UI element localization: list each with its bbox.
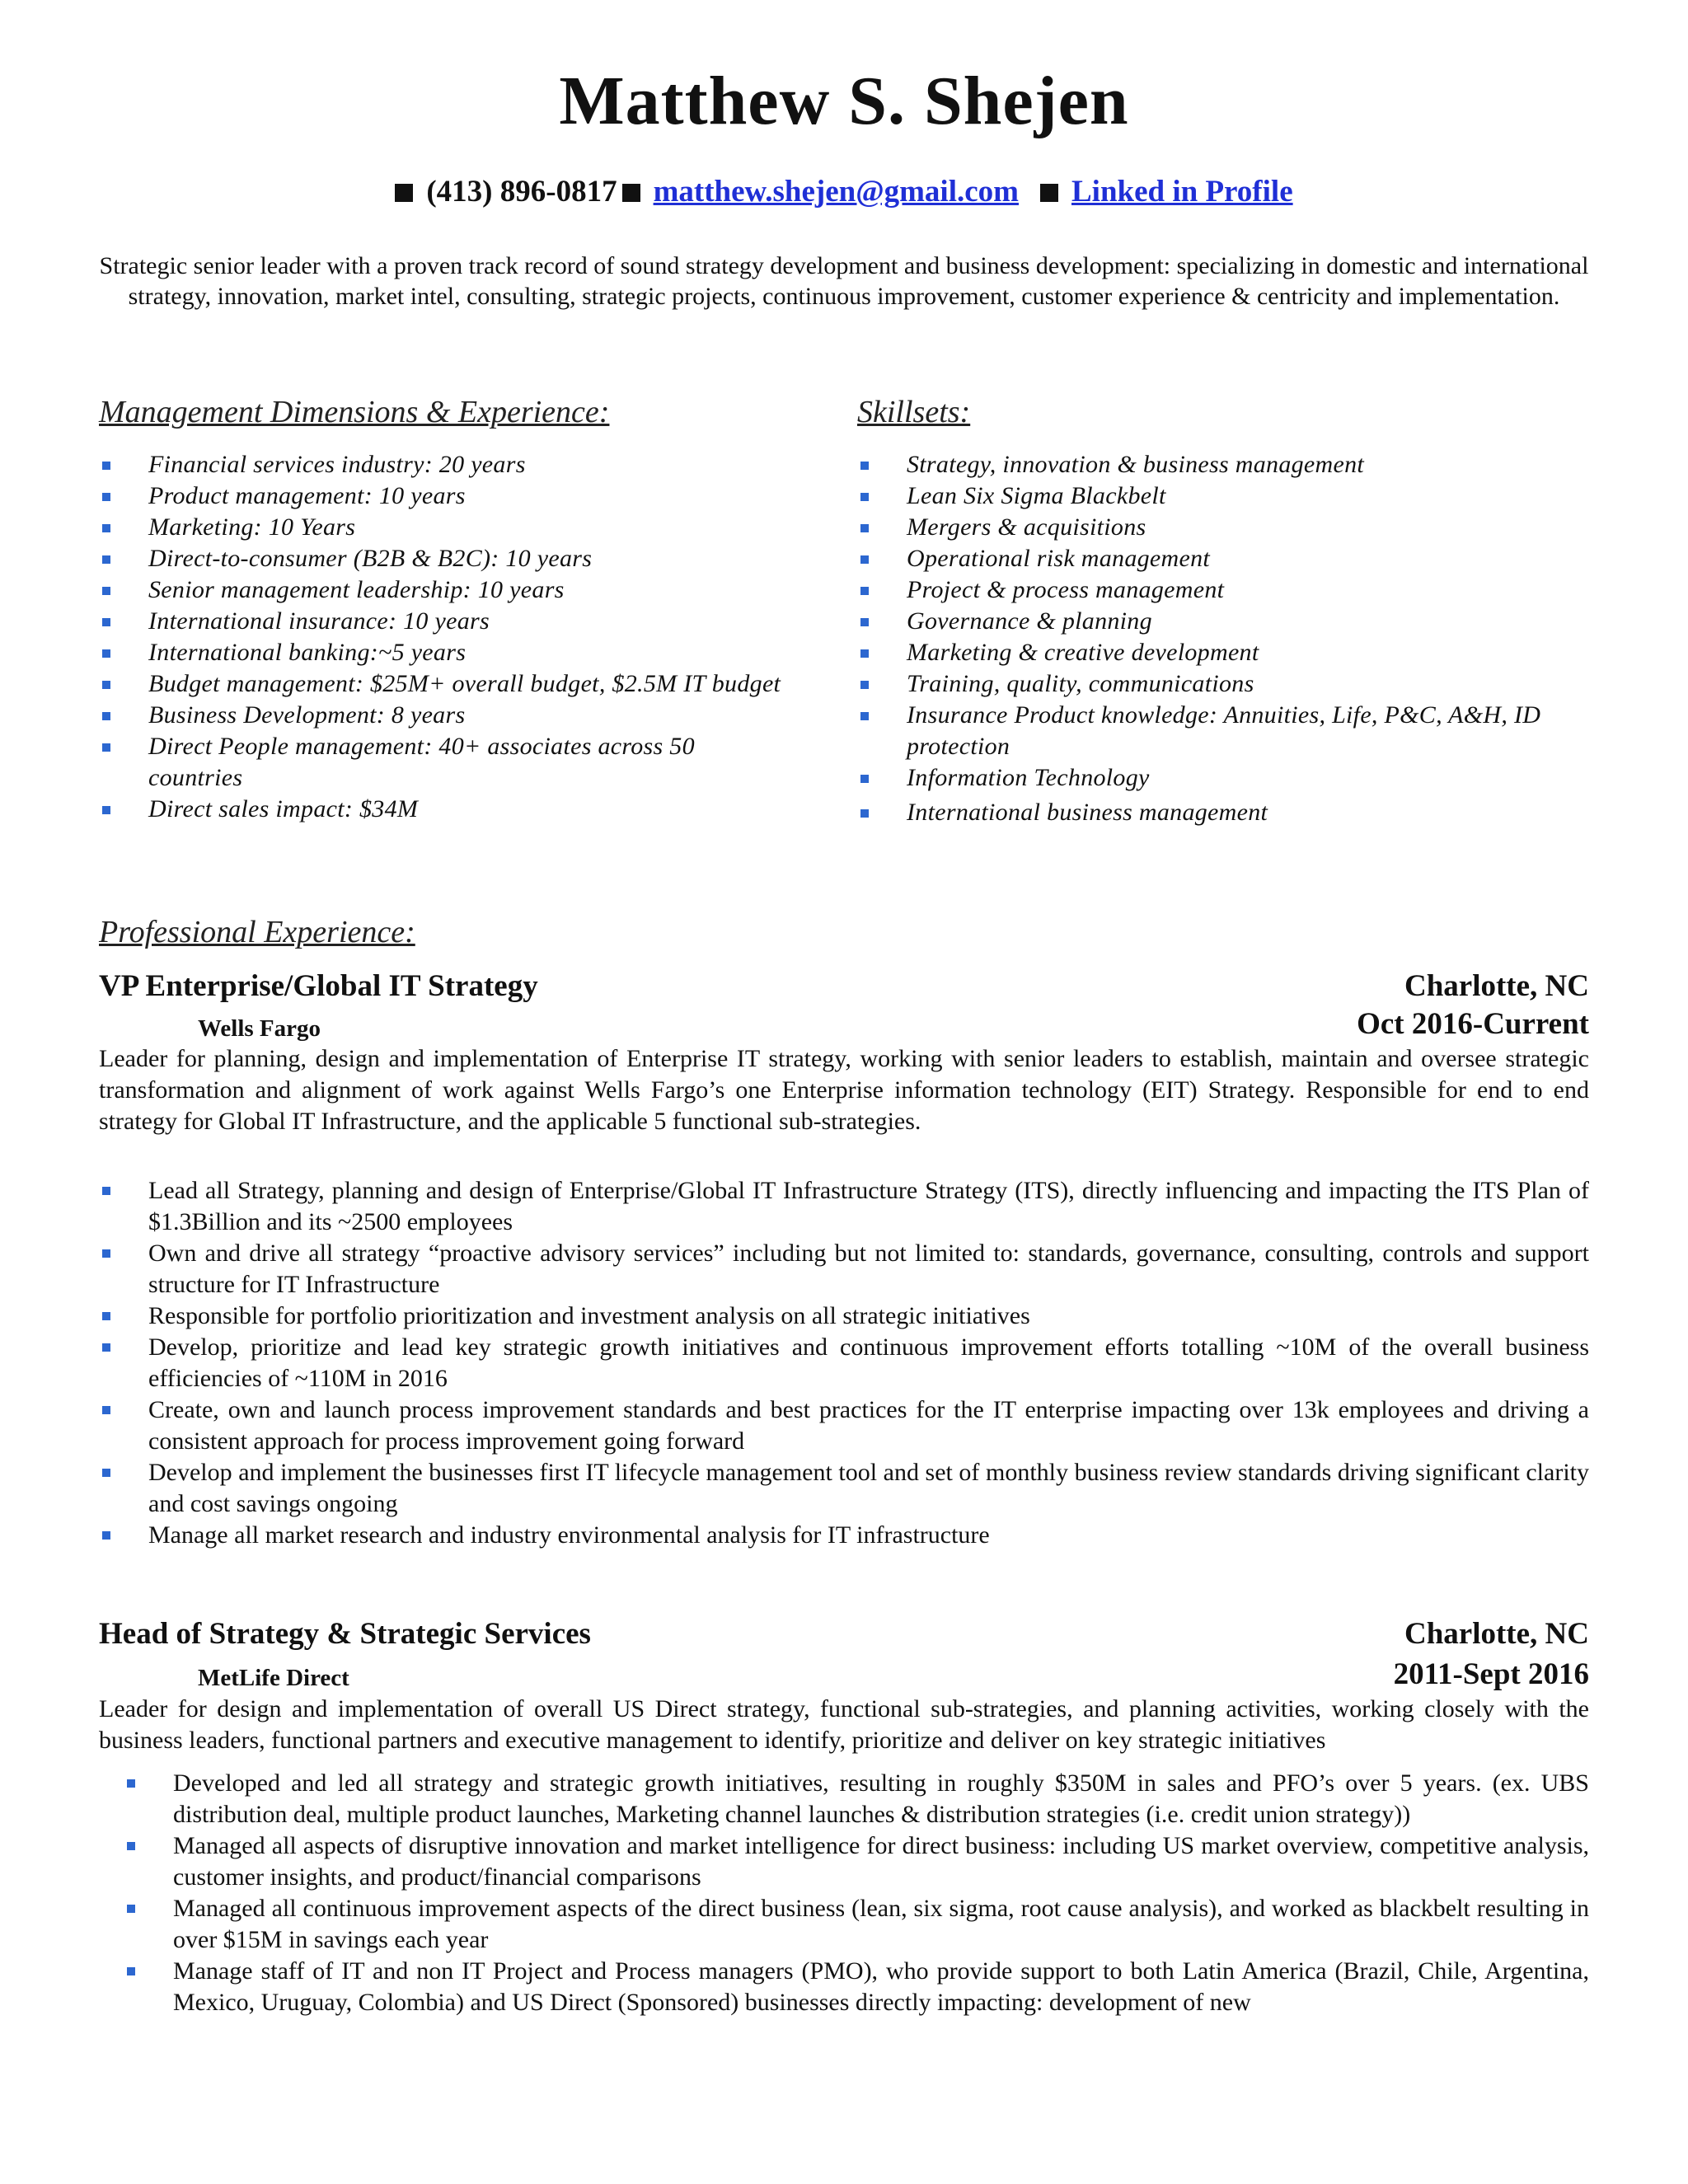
list-item: Operational risk management	[857, 543, 1599, 574]
list-item: Developed and led all strategy and strategic growth initiatives, resulting in roughly $350M in sales and PFO’s over 5 years. (ex. UBS distribution deal, multiple product launches, Marketing channel launches & distribution strategies (i.e. credit union strategy))	[124, 1768, 1589, 1830]
skills-list	[857, 449, 1599, 828]
list-item: Direct-to-consumer (B2B & B2C): 10 years	[99, 543, 783, 574]
square-bullet-icon	[102, 555, 110, 564]
job-location: Charlotte, NC	[1404, 1617, 1589, 1651]
job-title: VP Enterprise/Global IT Strategy	[99, 969, 538, 1003]
square-bullet-icon	[622, 184, 640, 202]
square-bullet-icon	[127, 1842, 135, 1850]
square-bullet-icon	[127, 1967, 135, 1975]
list-item: Lean Six Sigma Blackbelt	[857, 480, 1599, 512]
square-bullet-icon	[102, 1469, 110, 1477]
square-bullet-icon	[860, 493, 869, 501]
list-item: Managed all aspects of disruptive innovation and market intelligence for direct business: including US market overview, competitive analysis, customer insights, and product/financial comparisons	[124, 1830, 1589, 1893]
square-bullet-icon	[102, 1406, 110, 1414]
square-bullet-icon	[102, 1312, 110, 1320]
list-item: Lead all Strategy, planning and design of Enterprise/Global IT Infrastructure Strategy (ITS), directly influencing and impacting the ITS Plan of $1.3Billion and its ~2500 employees	[99, 1175, 1589, 1238]
square-bullet-icon	[102, 649, 110, 658]
list-item: International insurance: 10 years	[99, 606, 783, 637]
square-bullet-icon	[860, 618, 869, 626]
list-item: Information Technology	[857, 762, 1599, 794]
square-bullet-icon	[102, 743, 110, 752]
job-description: Leader for design and implementation of overall US Direct strategy, functional sub-strategies, and planning activities, working closely with the business leaders, functional partners and executive management to identify, prioritize and deliver on key strategic initiatives	[99, 1695, 1589, 1754]
square-bullet-icon	[860, 524, 869, 532]
job-dates: 2011-Sept 2016	[1393, 1657, 1589, 1691]
list-item: Develop and implement the businesses first IT lifecycle management tool and set of monthly business review standards driving significant clarity and cost savings ongoing	[99, 1457, 1589, 1520]
list-item: Strategy, innovation & business management	[857, 449, 1599, 480]
square-bullet-icon	[860, 712, 869, 720]
list-item: Own and drive all strategy “proactive advisory services” including but not limited to: standards, governance, consulting, controls and support structure for IT Infrastructure	[99, 1238, 1589, 1301]
square-bullet-icon	[102, 462, 110, 470]
square-bullet-icon	[860, 462, 869, 470]
square-bullet-icon	[102, 712, 110, 720]
job-bullets	[124, 1768, 1589, 2018]
list-item: Create, own and launch process improvement standards and best practices for the IT enterprise impacting over 13k employees and driving a consistent approach for process improvement going forward	[99, 1394, 1589, 1457]
square-bullet-icon	[102, 1531, 110, 1540]
job-dates: Oct 2016-Current	[1357, 1007, 1589, 1041]
email-link[interactable]: matthew.shejen@gmail.com	[653, 175, 1019, 209]
contact-line	[0, 171, 1688, 213]
square-bullet-icon	[860, 809, 869, 818]
management-section-title: Management Dimensions & Experience:	[99, 395, 610, 429]
list-item: Manage staff of IT and non IT Project and Process managers (PMO), who provide support to both Latin America (Brazil, Chile, Argentina, Mexico, Uruguay, Colombia) and US Direct (Sponsored) businesses directly impacting: development of new	[124, 1956, 1589, 2018]
company-name: Wells Fargo	[198, 1015, 321, 1042]
square-bullet-icon	[395, 184, 413, 202]
list-item: Managed all continuous improvement aspects of the direct business (lean, six sigma, root cause analysis), and worked as blackbelt resulting in over $15M in savings each year	[124, 1893, 1589, 1956]
square-bullet-icon	[860, 681, 869, 689]
management-list	[99, 449, 783, 825]
list-item: Marketing: 10 Years	[99, 512, 783, 543]
company-name: MetLife Direct	[198, 1665, 349, 1691]
square-bullet-icon	[860, 775, 869, 783]
experience-section-title: Professional Experience:	[99, 915, 415, 949]
square-bullet-icon	[127, 1905, 135, 1913]
professional-summary: Strategic senior leader with a proven track record of sound strategy development and business development: specializing in domestic and international strategy, innovation, market intel, consulting, strategic projects, continuous improvement, customer experience & centricity and implementation.	[99, 252, 1589, 310]
list-item: Training, quality, communications	[857, 668, 1599, 700]
square-bullet-icon	[102, 681, 110, 689]
square-bullet-icon	[102, 1343, 110, 1352]
square-bullet-icon	[102, 1249, 110, 1258]
list-item: Mergers & acquisitions	[857, 512, 1599, 543]
list-item: Budget management: $25M+ overall budget, $2.5M IT budget	[99, 668, 783, 700]
skills-section-title: Skillsets:	[857, 395, 971, 429]
list-item: International business management	[857, 797, 1599, 828]
square-bullet-icon	[102, 524, 110, 532]
square-bullet-icon	[860, 649, 869, 658]
job-bullets	[99, 1175, 1589, 1551]
square-bullet-icon	[102, 1187, 110, 1195]
list-item: Direct sales impact: $34M	[99, 794, 783, 825]
square-bullet-icon	[1040, 184, 1058, 202]
list-item: Product management: 10 years	[99, 480, 783, 512]
list-item: Senior management leadership: 10 years	[99, 574, 783, 606]
linkedin-link[interactable]: Linked in Profile	[1071, 175, 1293, 209]
square-bullet-icon	[102, 618, 110, 626]
list-item: Direct People management: 40+ associates across 50 countries	[99, 731, 783, 794]
square-bullet-icon	[102, 806, 110, 814]
list-item: Develop, prioritize and lead key strategic growth initiatives and continuous improvement efforts totalling ~10M of the overall business efficiencies of ~110M in 2016	[99, 1332, 1589, 1394]
list-item: Insurance Product knowledge: Annuities, Life, P&C, A&H, ID protection	[857, 700, 1599, 762]
list-item: International banking:~5 years	[99, 637, 783, 668]
square-bullet-icon	[127, 1779, 135, 1788]
square-bullet-icon	[102, 587, 110, 595]
phone-number: (413) 896-0817	[426, 175, 617, 209]
square-bullet-icon	[102, 493, 110, 501]
list-item: Manage all market research and industry environmental analysis for IT infrastructure	[99, 1520, 1589, 1551]
list-item: Responsible for portfolio prioritization and investment analysis on all strategic initiatives	[99, 1301, 1589, 1332]
list-item: Financial services industry: 20 years	[99, 449, 783, 480]
job-description: Leader for planning, design and implementation of Enterprise IT strategy, working with senior leaders to establish, maintain and oversee strategic transformation and alignment of work against Wells Fargo’s one Enterprise information technology (EIT) Strategy. Responsible for end to end strategy for Global IT Infrastructure, and the applicable 5 functional sub-strategies.	[99, 1045, 1589, 1135]
square-bullet-icon	[860, 587, 869, 595]
job-title: Head of Strategy & Strategic Services	[99, 1617, 591, 1651]
job-location: Charlotte, NC	[1404, 969, 1589, 1003]
square-bullet-icon	[860, 555, 869, 564]
list-item: Governance & planning	[857, 606, 1599, 637]
list-item: Business Development: 8 years	[99, 700, 783, 731]
candidate-name: Matthew S. Shejen	[559, 63, 1129, 139]
list-item: Marketing & creative development	[857, 637, 1599, 668]
list-item: Project & process management	[857, 574, 1599, 606]
